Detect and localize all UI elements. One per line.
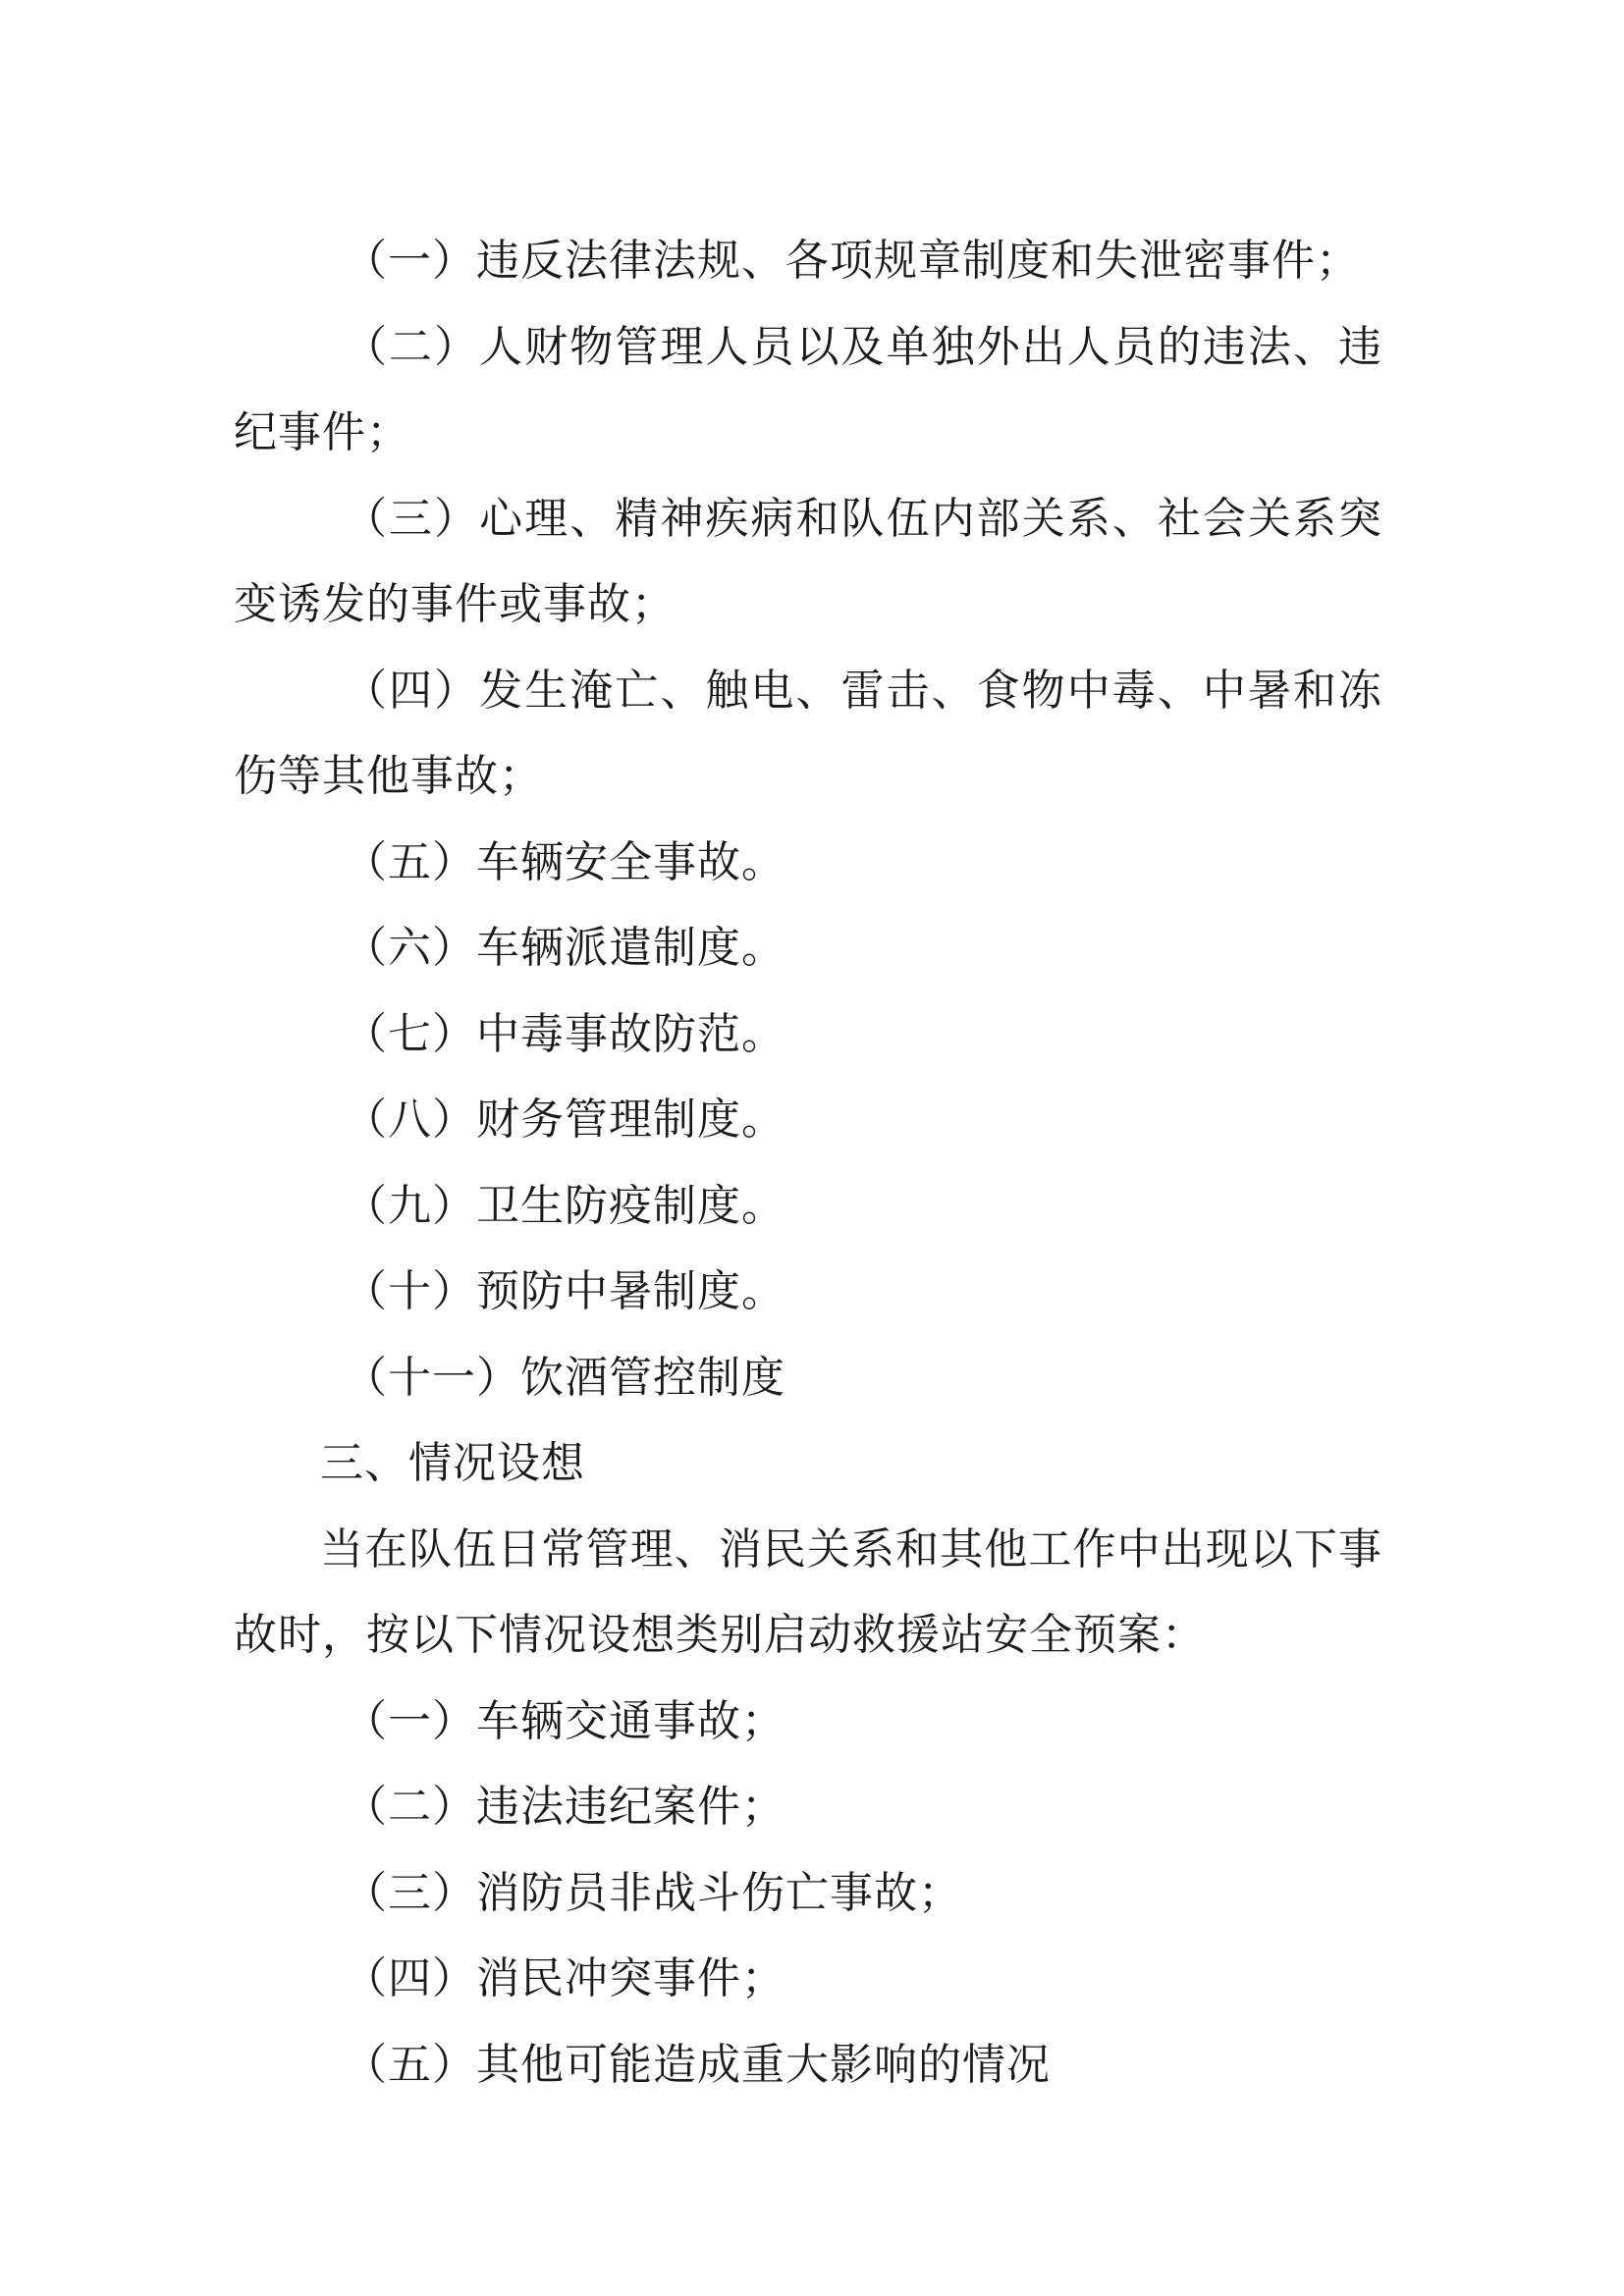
paragraph-intro-scenarios: 当在队伍日常管理、消民关系和其他工作中出现以下事故时，按以下情况设想类别启动救援站安全预案： [234, 1523, 1382, 1660]
document-body [234, 218, 1382, 2108]
section-heading-scenarios: 三、情况设想 [320, 1438, 585, 1488]
paragraph-scenario-3: （三）消防员非战斗伤亡事故； [344, 1867, 962, 1918]
paragraph-item-3: （三）心理、精神疾病和队伍内部关系、社会关系突变诱发的事件或事故； [234, 493, 1382, 629]
paragraph-item-2: （二）人财物管理人员以及单独外出人员的违法、违纪事件； [234, 321, 1382, 457]
paragraph-scenario-1: （一）车辆交通事故； [344, 1695, 785, 1746]
paragraph-item-10: （十）预防中暑制度。 [344, 1266, 785, 1316]
paragraph-item-9: （九）卫生防疫制度。 [344, 1180, 785, 1231]
paragraph-item-6: （六）车辆派遣制度。 [344, 923, 785, 973]
paragraph-item-5: （五）车辆安全事故。 [344, 836, 785, 887]
paragraph-scenario-4: （四）消民冲突事件； [344, 1953, 785, 2003]
paragraph-item-11: （十一）饮酒管控制度 [344, 1352, 785, 1403]
paragraph-item-7: （七）中毒事故防范。 [344, 1008, 785, 1059]
paragraph-item-1: （一）违反法律法规、各项规章制度和失泄密事件； [344, 236, 1360, 286]
paragraph-item-4: （四）发生淹亡、触电、雷击、食物中毒、中暑和冻伤等其他事故； [234, 665, 1382, 801]
paragraph-item-8: （八）财务管理制度。 [344, 1095, 785, 1145]
paragraph-scenario-2: （二）违法违纪案件； [344, 1782, 785, 1832]
paragraph-scenario-5: （五）其他可能造成重大影响的情况 [344, 2039, 1051, 2090]
